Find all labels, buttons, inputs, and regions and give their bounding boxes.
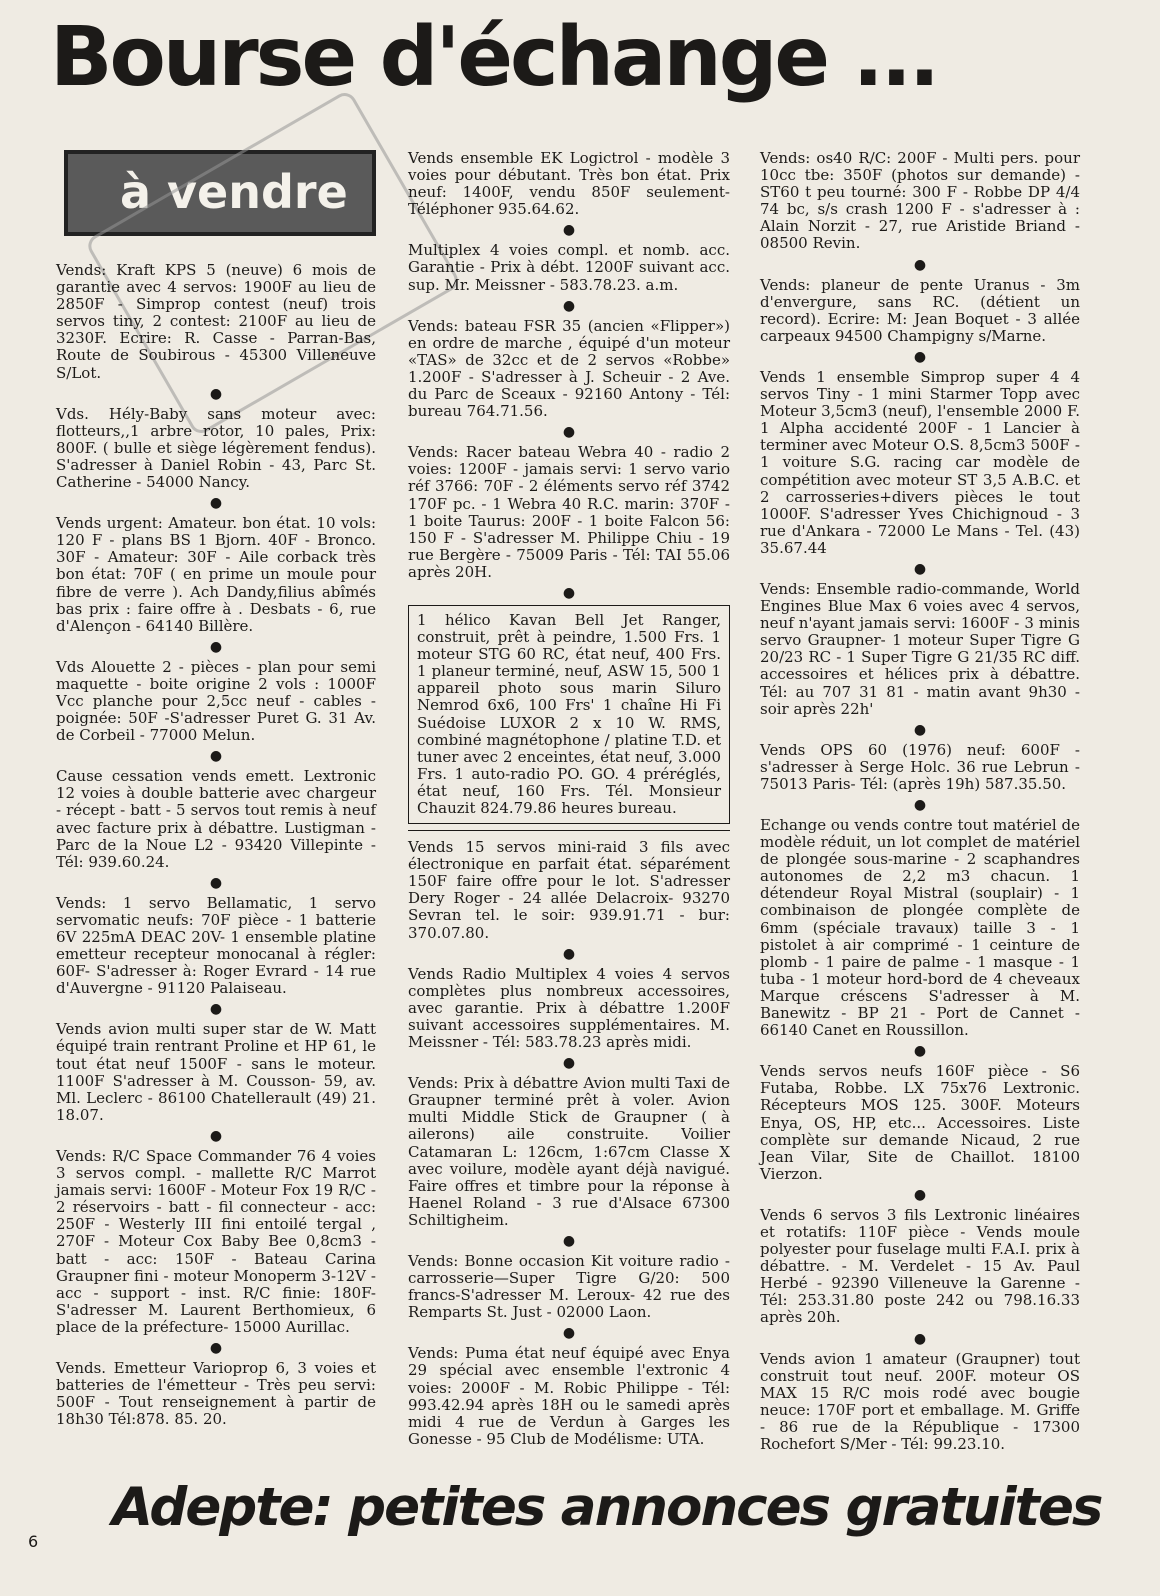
bullet-separator: ● (913, 560, 927, 577)
bullet-separator: ● (562, 222, 576, 239)
divider (408, 830, 730, 831)
classified-ad: Vends: Ensemble radio-commande, World Engines Blue Max 6 voies avec 4 servos, neuf n'ayant jamais servi: 1600F - 3 minis servo Graupner- 1 moteur Super Tigre G 20/23 RC - 1 Super Tigre G 21/35 RC diff. accessoires et hélices prix à débattre. Tél: au 707 31 81 - matin avant 9h30 - soir après 22h' (760, 579, 1080, 718)
classified-ad: Vends: 1 servo Bellamatic, 1 servo servomatic neufs: 70F pièce - 1 batterie 6V 225mA DEAC 20V- 1 ensemble platine emetteur recepteur monocanal à régler: 60F- S'adresser à: Roger Evrard - 14 rue d'Auvergne - 91120 Palaiseau. (56, 893, 376, 998)
bullet-separator: ● (562, 297, 576, 314)
bullet-separator: ● (209, 638, 223, 655)
bullet-separator: ● (913, 1330, 927, 1347)
classified-ad: Vends avion multi super star de W. Matt équipé train rentrant Proline et HP 61, le tout état neuf 1500F - sans le moteur. 1100F S'adresser à M. Cousson- 59, av. Ml. Leclerc - 86100 Chatellerault (49) 21. 18.07. (56, 1020, 376, 1124)
classified-ad: Vends: bateau FSR 35 (ancien «Flipper») en ordre de marche , équipé d'un moteur «TAS» de 32cc et de 2 servos «Robbe» 1.200F - S'adresser à J. Scheuir - 2 Ave. du Parc de Sceaux - 92160 Antony - Tél: bureau 764.71.56. (408, 316, 730, 421)
bullet-separator: ● (209, 1339, 223, 1356)
classified-ad: Vends: planeur de pente Uranus - 3m d'envergure, sans RC. (détient un record). Ecrire: M: Jean Boquet - 3 allée carpeaux 94500 Champigny s/Marne. (760, 275, 1080, 345)
classified-ad: Echange ou vends contre tout matériel de modèle réduit, un lot complet de matériel de plongée sous-marine - 2 scaphandres autonomes de 2,2 m3 chacun. 1 détendeur Royal Mistral (souplair) - 1 combinaison de plongée complète de 6mm (spéciale travaux) taille 3 - 1 pistolet à air comprimé - 1 ceinture de plomb - 1 paire de palme - 1 masque - 1 tuba - 1 moteur hord-bord de 4 cheveaux Marque créscens S'adresser à M. Banewitz - BP 21 - Port de Cannet - 66140 Canet en Roussillon. (760, 816, 1080, 1040)
classified-ad: Vends: Bonne occasion Kit voiture radio -carrosserie—Super Tigre G/20: 500 francs-S'adresser M. Leroux- 42 rue des Remparts St. Just - 02000 Laon. (408, 1251, 730, 1322)
classified-ad: Vends 6 servos 3 fils Lextronic linéaires et rotatifs: 110F pièce - Vends moule polyester pour fuselage multi F.A.I. prix à débattre. - M. Verdelet - 15 Av. Paul Herbé - 92390 Villeneuve la Garenne - Tél: 253.31.80 poste 242 ou 798.16.33 après 20h. (760, 1205, 1080, 1327)
classified-ad: Vds. Hély-Baby sans moteur avec: flotteurs,,1 arbre rotor, 10 pales, Prix: 800F. ( bulle et siège légèrement fendus). S'adresser à Daniel Robin - 43, Parc St. Catherine - 54000 Nancy. (56, 404, 376, 492)
classified-ad: Vends 1 ensemble Simprop super 4 4 servos Tiny - 1 mini Starmer Topp avec Moteur 3,5cm3 (neuf), l'ensemble 2000 F. 1 Alpha accidenté 200F - 1 Lancier à terminer avec Moteur O.S. 8,5cm3 500F - 1 voiture S.G. racing car modèle de compétition avec moteur ST 3,5 A.B.C. et 2 carrosseries+divers pièces le tout 1000F. S'adresser Yves Chichignoud - 3 rue d'Ankara - 72000 Le Mans - Tel. (43) 35.67.44 (760, 367, 1080, 557)
footer-tagline: Adepte: petites annonces gratuites (112, 1477, 1102, 1538)
bullet-separator: ● (562, 424, 576, 441)
bullet-separator: ● (209, 1001, 223, 1018)
bullet-separator: ● (562, 1232, 576, 1249)
classified-ad: Vends 15 servos mini-raid 3 fils avec électronique en parfait état. séparément 150F faire offre pour le lot. S'adresser Dery Roger - 24 allée Delacroix- 93270 Sevran tel. le soir: 939.91.71 - bur: 370.07.80. (408, 838, 730, 942)
bullet-separator: ● (562, 945, 576, 962)
classified-ad: Vends: R/C Space Commander 76 4 voies 3 servos compl. - mallette R/C Marrot jamais servi: 1600F - Moteur Fox 19 R/C - 2 réservoirs - batt - fil connecteur - acc: 250F - Westerly III fini entoilé tergal , 270F - Moteur Cox Baby Bee 0,8cm3 - batt - acc: 150F - Bateau Carina Graupner fini - moteur Monoperm 3-12V - acc - support - inst. R/C finie: 180F- S'adresser M. Laurent Berthomieux, 6 place de la préfecture- 15000 Aurillac. (56, 1146, 376, 1336)
bullet-separator: ● (562, 584, 576, 601)
bullet-separator: ● (913, 1043, 927, 1060)
classified-ad: Vends servos neufs 160F pièce - S6 Futaba, Robbe. LX 75x76 Lextronic. Récepteurs MOS 125. 300F. Moteurs Enya, OS, HP, etc... Accessoires. Liste complète sur demande Nicaud, 2 rue Jean Vilar, Site de Chaillot. 18100 Vierzon. (760, 1062, 1080, 1183)
classified-ad: Vends Radio Multiplex 4 voies 4 servos complètes plus nombreux accessoires, avec garantie. Prix à débattre 1.200F suivant accessoires supplémentaires. M. Meissner - Tél: 583.78.23 après midi. (408, 964, 730, 1052)
bullet-separator: ● (913, 797, 927, 813)
classified-ad: Multiplex 4 voies compl. et nomb. acc. Garantie - Prix à débt. 1200F suivant acc. sup. Mr. Meissner - 583.78.23. a.m. (408, 241, 730, 294)
classified-ad: Cause cessation vends emett. Lextronic 12 voies à double batterie avec chargeur - récept - batt - 5 servos tout remis à neuf avec facture prix à débattre. Lustigman - Parc de la Noue L2 - 93420 Villepinte - Tél: 939.60.24. (56, 767, 376, 871)
column-2 (408, 150, 730, 1448)
bullet-separator: ● (209, 385, 223, 402)
classified-ad: Vends avion 1 amateur (Graupner) tout construit tout neuf. 200F. moteur OS MAX 15 R/C mois rodé avec bougie neuce: 170F port et emballage. M. Griffe - 86 rue de la République - 17300 Rochefort S/Mer - Tél: 99.23.10. (760, 1349, 1080, 1453)
bullet-separator: ● (562, 1325, 576, 1342)
bullet-separator: ● (913, 256, 927, 273)
bullet-separator: ● (209, 495, 223, 512)
page-number: 6 (28, 1532, 39, 1551)
bullet-separator: ● (913, 721, 927, 738)
classified-ad: Vends urgent: Amateur. bon état. 10 vols: 120 F - plans BS 1 Bjorn. 40F - Bronco. 30F - Amateur: 30F - Aile corback très bon état: 70F ( en prime un moule pour fibre de verre ). Ach Dandy,filius abîmés bas prix : faire offre à . Desbats - 6, rue d'Alençon - 64140 Billère. (56, 514, 376, 635)
bullet-separator: ● (913, 1186, 927, 1203)
classified-ad: Vends: Prix à débattre Avion multi Taxi de Graupner terminé prêt à voler. Avion multi Middle Stick de Graupner ( à ailerons) aile construite. Voilier Catamaran L: 126cm, 1:67cm Classe X avec voilure, modèle ayant déjà navigué. Faire offres et timbre pour la réponse à Haenel Roland - 3 rue d'Alsace 67300 Schiltigheim. (408, 1074, 730, 1229)
column-1 (56, 262, 376, 1428)
classified-ad: Vends: os40 R/C: 200F - Multi pers. pour 10cc tbe: 350F (photos sur demande) - ST60 t peu tourné: 300 F - Robbe DP 4/4 74 bc, s/s crash 1200 F - s'adresser à : Alain Norzit - 27, rue Aristide Briand - 08500 Revin. (760, 149, 1080, 253)
column-3 (760, 150, 1080, 1453)
classified-ad: Vends: Puma état neuf équipé avec Enya 29 spécial avec ensemble l'extronic 4 voies: 2000F - M. Robic Philippe - Tél: 993.42.94 après 18H ou le samedi après midi 4 rue de Verdun à Garges les Gonesse - 95 Club de Modélisme: UTA. (408, 1344, 730, 1448)
bullet-separator: ● (209, 1127, 223, 1144)
classified-ad: Vends: Kraft KPS 5 (neuve) 6 mois de garantie avec 4 servos: 1900F au lieu de 2850F - Simprop contest (neuf) trois servos tiny, 2 contest: 2100F au lieu de 3230F. Ecrire: R. Casse - Parran-Bas, Route de Soubirous - 45300 Villeneuve S/Lot. (56, 261, 376, 382)
classified-ad: Vds Alouette 2 - pièces - plan pour semi maquette - boite origine 2 vols : 1000F Vcc planche pour 2,5cc neuf - cables - poignée: 50F -S'adresser Puret G. 31 Av. de Corbeil - 77000 Melun. (56, 657, 376, 745)
section-badge: à vendre (64, 150, 376, 236)
boxed-classified-ad: 1 hélico Kavan Bell Jet Ranger, construit, prêt à peindre, 1.500 Frs. 1 moteur STG 60 RC, état neuf, 400 Frs. 1 planeur terminé, neuf, ASW 15, 500 1 appareil photo sous marin Siluro Nemrod 6x6, 100 Frs' 1 chaîne Hi Fi Suédoise LUXOR 2 x 10 W. RMS, combiné magnétophone / platine T.D. et tuner avec 2 enceintes, état neuf, 3.000 Frs. 1 auto-radio PO. GO. 4 préréglés, état neuf, 160 Frs. Tél. Monsieur Chauzit 824.79.86 heures bureau. (408, 605, 730, 824)
bullet-separator: ● (913, 348, 927, 365)
classified-ad: Vends. Emetteur Varioprop 6, 3 voies et batteries de l'émetteur - Très peu servi: 500F - Tout renseignement à partir de 18h30 Tél:878. 85. 20. (56, 1358, 376, 1429)
bullet-separator: ● (209, 748, 223, 765)
classified-ad: Vends: Racer bateau Webra 40 - radio 2 voies: 1200F - jamais servi: 1 servo vario réf 3766: 70F - 2 éléments servo réf 3742 170F pc. - 1 Webra 40 R.C. marin: 370F - 1 boite Taurus: 200F - 1 boite Falcon 56: 150 F - S'adresser M. Philippe Chiu - 19 rue Bergère - 75009 Paris - Tél: TAI 55.06 après 20H. (408, 443, 730, 581)
bullet-separator: ● (209, 874, 223, 891)
bullet-separator: ● (562, 1055, 576, 1072)
classified-ad: Vends ensemble EK Logictrol - modèle 3 voies pour débutant. Très bon état. Prix neuf: 1400F, vendu 850F seulement- Téléphoner 935.64.62. (408, 149, 730, 219)
page-title: Bourse d'échange ... (50, 10, 938, 105)
classified-ad: Vends OPS 60 (1976) neuf: 600F - s'adresser à Serge Holc. 36 rue Lebrun - 75013 Paris- Tél: (après 19h) 587.35.50. (760, 740, 1080, 793)
